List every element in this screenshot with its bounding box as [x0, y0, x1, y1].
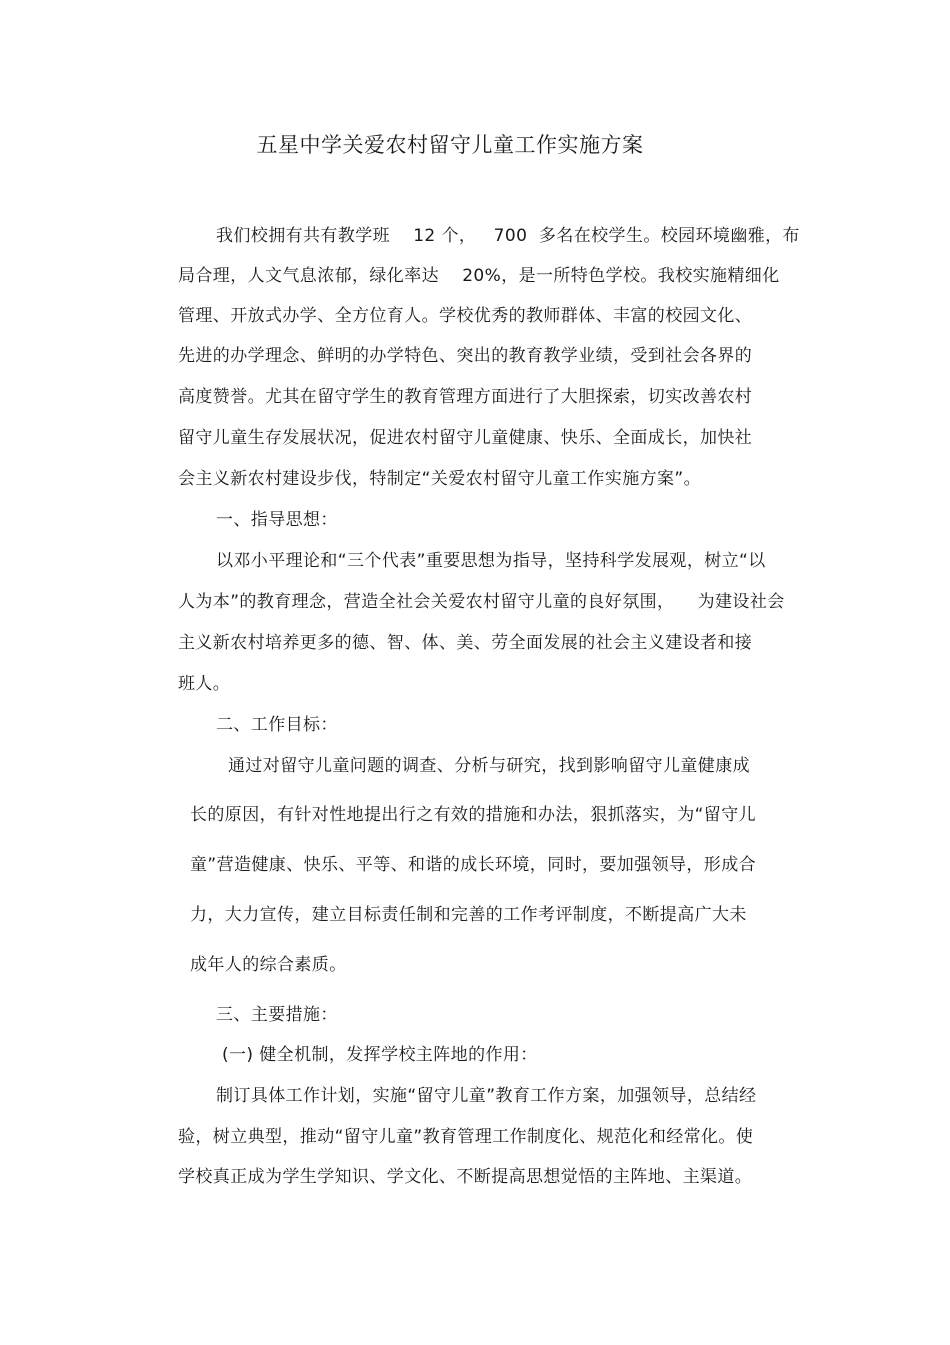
intro-line-1: 我们校拥有共有教学班 12 个， 700 多名在校学生。校园环境幽雅，布 — [216, 226, 800, 246]
intro-line-2: 局合理，人文气息浓郁，绿化率达 20%，是一所特色学校。我校实施精细化 — [178, 266, 780, 286]
section2-line-1: 通过对留守儿童问题的调查、分析与研究，找到影响留守儿童健康成 — [228, 756, 750, 776]
section3-line-1: 制订具体工作计划，实施“留守儿童”教育工作方案，加强领导，总结经 — [216, 1086, 757, 1106]
section2-line-3: 童”营造健康、快乐、平等、和谐的成长环境，同时，要加强领导，形成合 — [190, 855, 757, 875]
section2-line-2: 长的原因，有针对性地提出行之有效的措施和办法，狠抓落实，为“留守儿 — [190, 805, 757, 825]
section1-line-3: 主义新农村培养更多的德、智、体、美、劳全面发展的社会主义建设者和接 — [178, 633, 753, 653]
intro-line-3: 管理、开放式办学、全方位育人。学校优秀的教师群体、丰富的校园文化、 — [178, 306, 753, 326]
section-heading-guiding: 一、指导思想： — [216, 510, 338, 530]
intro-line-7: 会主义新农村建设步伐，特制定“关爱农村留守儿童工作实施方案”。 — [178, 469, 702, 489]
document-title: 五星中学关爱农村留守儿童工作实施方案 — [256, 133, 644, 157]
section1-line-2: 人为本”的教育理念，营造全社会关爱农村留守儿童的良好氛围， 为建设社会 — [178, 592, 785, 612]
section-heading-measures: 三、主要措施： — [216, 1005, 338, 1025]
section2-line-4: 力，大力宣传，建立目标责任制和完善的工作考评制度，不断提高广大未 — [190, 905, 747, 925]
section1-line-4: 班人。 — [178, 674, 231, 694]
section3-subheading: (一) 健全机制，发挥学校主阵地的作用： — [222, 1045, 538, 1065]
intro-line-4: 先进的办学理念、鲜明的办学特色、突出的教育教学业绩，受到社会各界的 — [178, 346, 753, 366]
section1-line-1: 以邓小平理论和“三个代表”重要思想为指导，坚持科学发展观，树立“以 — [216, 551, 766, 571]
section-heading-goals: 二、工作目标： — [216, 715, 338, 735]
intro-line-5: 高度赞誉。尤其在留守学生的教育管理方面进行了大胆探索，切实改善农村 — [178, 387, 753, 407]
section2-line-5: 成年人的综合素质。 — [190, 955, 347, 975]
section3-line-3: 学校真正成为学生学知识、学文化、不断提高思想觉悟的主阵地、主渠道。 — [178, 1167, 753, 1187]
section3-line-2: 验，树立典型，推动“留守儿童”教育管理工作制度化、规范化和经常化。使 — [178, 1127, 754, 1147]
intro-line-6: 留守儿童生存发展状况，促进农村留守儿童健康、快乐、全面成长，加快社 — [178, 428, 753, 448]
